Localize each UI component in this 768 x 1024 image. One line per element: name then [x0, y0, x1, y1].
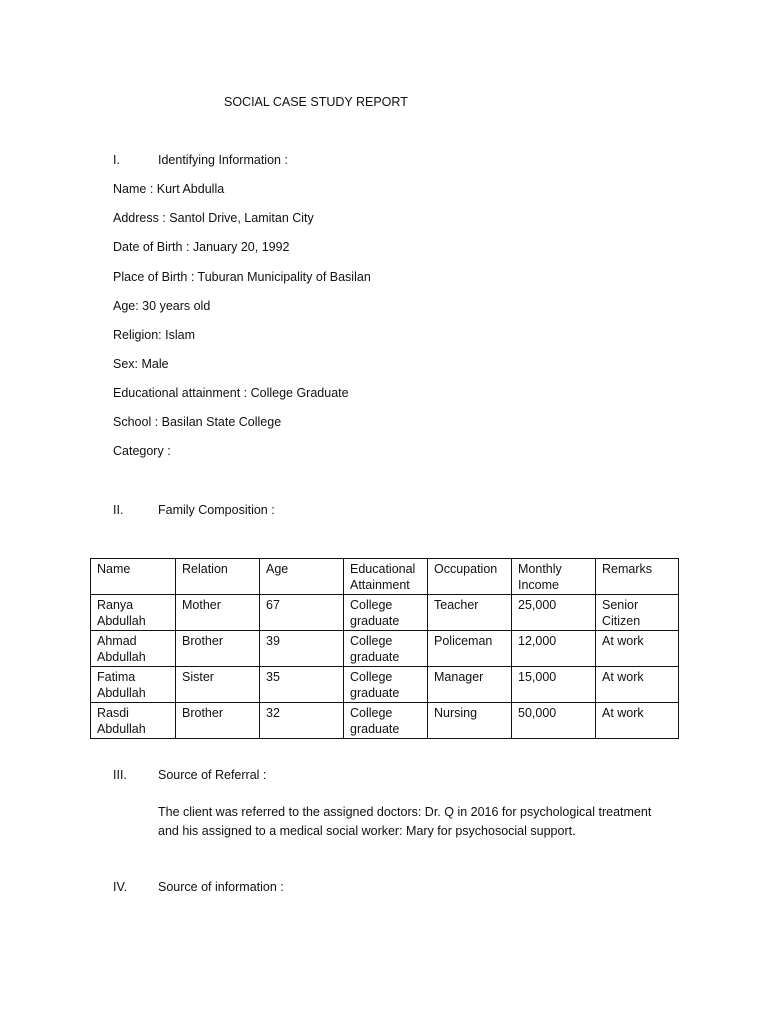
header-remarks: Remarks: [596, 559, 679, 595]
cell-age: 32: [260, 703, 344, 739]
header-relation: Relation: [176, 559, 260, 595]
cell-income: 25,000: [512, 595, 596, 631]
cell-occupation: Nursing: [428, 703, 512, 739]
table-row: [91, 703, 679, 739]
field-address: Address : Santol Drive, Lamitan City: [113, 211, 314, 225]
cell-name: Fatima Abdullah: [91, 667, 176, 703]
cell-education: College graduate: [344, 703, 428, 739]
field-school: School : Basilan State College: [113, 415, 282, 429]
cell-age: 39: [260, 631, 344, 667]
section-2-number: II.: [113, 503, 124, 517]
table-row: [91, 595, 679, 631]
cell-name: Ranya Abdullah: [91, 595, 176, 631]
field-place-of-birth: Place of Birth : Tuburan Municipality of Basilan: [113, 270, 371, 284]
field-age: Age: 30 years old: [113, 299, 211, 313]
cell-name: Rasdi Abdullah: [91, 703, 176, 739]
field-category: Category :: [113, 444, 171, 458]
header-monthly-income: Monthly Income: [512, 559, 596, 595]
cell-age: 67: [260, 595, 344, 631]
cell-income: 15,000: [512, 667, 596, 703]
cell-name: Ahmad Abdullah: [91, 631, 176, 667]
referral-text-line-1: The client was referred to the assigned doctors: Dr. Q in 2016 for psychological treatment: [158, 805, 652, 819]
section-3-label: Source of Referral :: [158, 768, 267, 782]
cell-education: College graduate: [344, 631, 428, 667]
section-3-number: III.: [113, 768, 127, 782]
field-sex: Sex: Male: [113, 357, 169, 371]
section-4-number: IV.: [113, 880, 128, 894]
cell-income: 50,000: [512, 703, 596, 739]
header-educational-attainment: Educational Attainment: [344, 559, 428, 595]
header-name: Name: [91, 559, 176, 595]
cell-remarks: At work: [596, 667, 679, 703]
referral-text-line-2: and his assigned to a medical social worker: Mary for psychosocial support.: [158, 824, 576, 838]
cell-age: 35: [260, 667, 344, 703]
header-age: Age: [260, 559, 344, 595]
field-date-of-birth: Date of Birth : January 20, 1992: [113, 240, 290, 254]
field-religion: Religion: Islam: [113, 328, 195, 342]
field-name: Name : Kurt Abdulla: [113, 182, 225, 196]
cell-remarks: At work: [596, 631, 679, 667]
table-row: [91, 631, 679, 667]
section-4-label: Source of information :: [158, 880, 284, 894]
cell-relation: Brother: [176, 703, 260, 739]
cell-income: 12,000: [512, 631, 596, 667]
cell-occupation: Manager: [428, 667, 512, 703]
cell-relation: Brother: [176, 631, 260, 667]
report-title: SOCIAL CASE STUDY REPORT: [224, 95, 408, 109]
cell-occupation: Teacher: [428, 595, 512, 631]
cell-remarks: Senior Citizen: [596, 595, 679, 631]
section-1-number: I.: [113, 153, 120, 167]
cell-education: College graduate: [344, 595, 428, 631]
header-occupation: Occupation: [428, 559, 512, 595]
cell-education: College graduate: [344, 667, 428, 703]
cell-relation: Sister: [176, 667, 260, 703]
cell-remarks: At work: [596, 703, 679, 739]
table-row: [91, 667, 679, 703]
cell-occupation: Policeman: [428, 631, 512, 667]
section-1-label: Identifying Information :: [158, 153, 288, 167]
cell-relation: Mother: [176, 595, 260, 631]
field-educational-attainment: Educational attainment : College Graduate: [113, 386, 349, 400]
table-header-row: [91, 559, 679, 595]
section-2-label: Family Composition :: [158, 503, 275, 517]
family-composition-table: [90, 558, 679, 739]
